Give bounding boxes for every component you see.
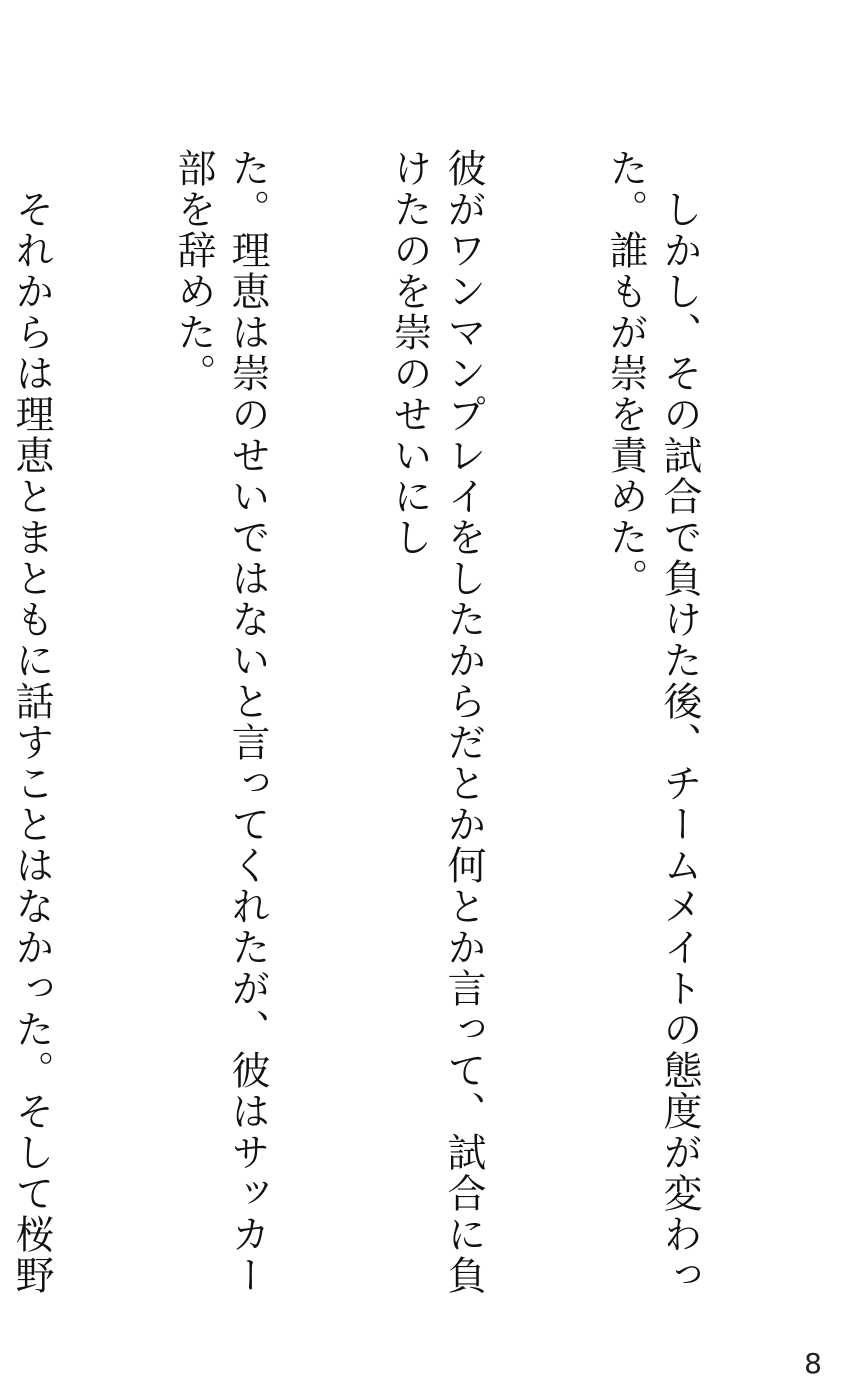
text-line: それからは理恵とまともに話すことはなかった。そして桜野 — [9, 189, 54, 1296]
page-number: 8 — [804, 1347, 822, 1380]
text-line: しかし、その試合で負けた後、チームメイトの態度が変わった。誰もが崇を責めた。 — [603, 148, 702, 1296]
text-line: 彼がワンマンプレイをしたからだとか何とか言って、試合に負けたのを崇のせいにし — [387, 148, 486, 1296]
text-line: た。理恵は崇のせいではないと言ってくれたが、彼はサッカー部を辞めた。 — [171, 148, 270, 1296]
vertical-text-body — [0, 148, 814, 1318]
